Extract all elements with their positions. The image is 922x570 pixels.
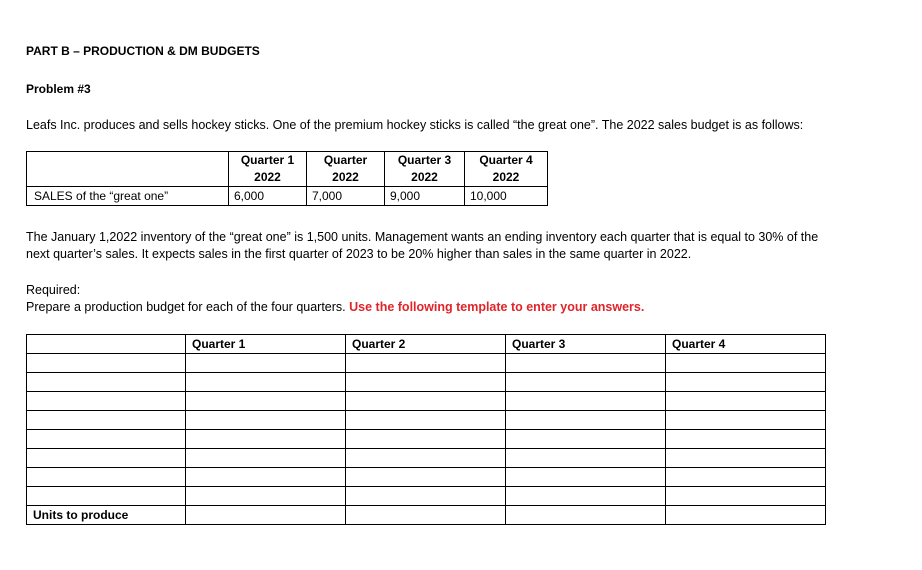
template-header-q2: Quarter 2 <box>346 335 506 354</box>
sales-values-row <box>27 187 548 206</box>
template-cell[interactable] <box>186 354 346 373</box>
inventory-paragraph <box>26 229 818 263</box>
part-title: PART B – PRODUCTION & DM BUDGETS <box>26 44 260 58</box>
sales-value-q4: 10,000 <box>465 187 548 206</box>
template-cell[interactable] <box>346 411 506 430</box>
template-cell[interactable] <box>666 392 826 411</box>
sales-row-label: SALES of the “great one” <box>27 187 229 206</box>
required-text <box>26 300 644 314</box>
template-cell[interactable] <box>666 373 826 392</box>
template-cell[interactable] <box>186 392 346 411</box>
template-cell[interactable] <box>666 449 826 468</box>
template-row[interactable] <box>27 354 826 373</box>
sales-header-row <box>27 152 548 187</box>
template-row[interactable] <box>27 468 826 487</box>
template-cell[interactable] <box>27 411 186 430</box>
template-cell[interactable] <box>666 487 826 506</box>
template-cell[interactable] <box>346 487 506 506</box>
template-cell[interactable] <box>346 392 506 411</box>
template-cell[interactable] <box>27 373 186 392</box>
template-cell[interactable] <box>506 373 666 392</box>
template-cell[interactable] <box>346 373 506 392</box>
units-to-produce-q2[interactable] <box>346 506 506 525</box>
template-cell[interactable] <box>666 354 826 373</box>
template-header-q3: Quarter 3 <box>506 335 666 354</box>
template-row[interactable] <box>27 373 826 392</box>
template-cell[interactable] <box>27 392 186 411</box>
template-cell[interactable] <box>666 430 826 449</box>
intro-text: Leafs Inc. produces and sells hockey sticks. One of the premium hockey sticks is called “the great one”. The 2022 sales budget is as follows: <box>26 118 804 132</box>
template-cell[interactable] <box>27 487 186 506</box>
required-task: Prepare a production budget for each of the four quarters. <box>26 300 346 314</box>
template-cell[interactable] <box>186 430 346 449</box>
sales-header-q2: Quarter 2022 <box>307 152 385 187</box>
paragraph-line-1: The January 1,2022 inventory of the “great one” is 1,500 units. Management wants an ending inventory each quarter that is equal to 30% of the <box>26 230 819 244</box>
template-cell[interactable] <box>346 449 506 468</box>
template-cell[interactable] <box>186 411 346 430</box>
template-cell[interactable] <box>666 468 826 487</box>
sales-value-q2: 7,000 <box>307 187 385 206</box>
template-cell[interactable] <box>666 411 826 430</box>
units-to-produce-q4[interactable] <box>666 506 826 525</box>
required-label: Required: <box>26 283 81 297</box>
template-cell[interactable] <box>346 354 506 373</box>
template-cell[interactable] <box>346 468 506 487</box>
sales-header-q3: Quarter 3 2022 <box>385 152 465 187</box>
template-cell[interactable] <box>506 430 666 449</box>
production-budget-template[interactable] <box>26 334 826 525</box>
problem-title: Problem #3 <box>26 82 91 96</box>
template-row[interactable] <box>27 487 826 506</box>
template-row[interactable] <box>27 411 826 430</box>
template-cell[interactable] <box>186 487 346 506</box>
template-cell[interactable] <box>346 430 506 449</box>
template-cell[interactable] <box>506 468 666 487</box>
template-header-row <box>27 335 826 354</box>
template-cell[interactable] <box>506 487 666 506</box>
sales-header-empty-cell <box>27 152 229 187</box>
units-to-produce-q3[interactable] <box>506 506 666 525</box>
sales-header-q4: Quarter 4 2022 <box>465 152 548 187</box>
template-header-q1: Quarter 1 <box>186 335 346 354</box>
sales-budget-table <box>26 151 548 206</box>
template-cell[interactable] <box>506 411 666 430</box>
template-cell[interactable] <box>506 449 666 468</box>
template-cell[interactable] <box>27 449 186 468</box>
sales-value-q3: 9,000 <box>385 187 465 206</box>
template-cell[interactable] <box>186 468 346 487</box>
template-row[interactable] <box>27 430 826 449</box>
template-cell[interactable] <box>506 392 666 411</box>
units-to-produce-q1[interactable] <box>186 506 346 525</box>
template-cell[interactable] <box>27 354 186 373</box>
template-row[interactable] <box>27 449 826 468</box>
template-cell[interactable] <box>506 354 666 373</box>
template-cell[interactable] <box>186 373 346 392</box>
template-header-q4: Quarter 4 <box>666 335 826 354</box>
template-header-empty-cell[interactable] <box>27 335 186 354</box>
template-instruction: Use the following template to enter your answers. <box>349 300 645 314</box>
template-cell[interactable] <box>27 468 186 487</box>
units-to-produce-label: Units to produce <box>27 506 186 525</box>
units-to-produce-row[interactable] <box>27 506 826 525</box>
template-cell[interactable] <box>186 449 346 468</box>
template-row[interactable] <box>27 392 826 411</box>
paragraph-line-2: next quarter’s sales. It expects sales in the first quarter of 2023 to be 20% higher than sales in the same quarter in 2022. <box>26 247 692 261</box>
sales-header-q1: Quarter 1 2022 <box>229 152 307 187</box>
template-cell[interactable] <box>27 430 186 449</box>
sales-value-q1: 6,000 <box>229 187 307 206</box>
